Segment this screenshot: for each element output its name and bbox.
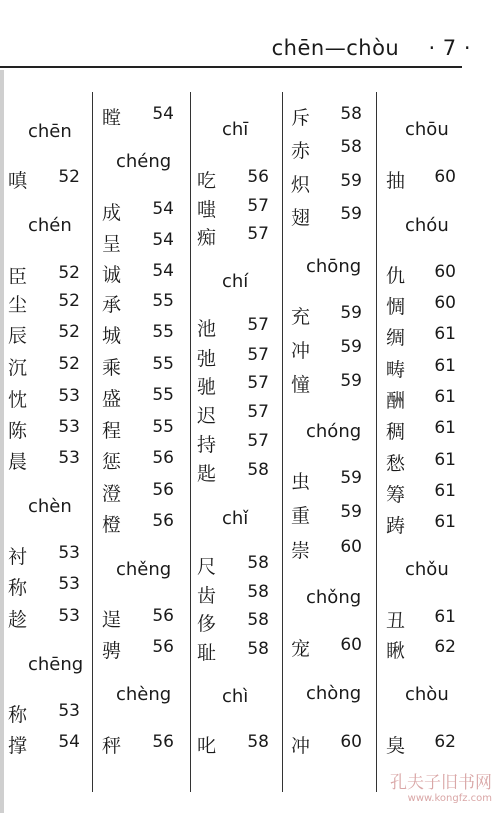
entry-character: 憧 — [291, 374, 311, 396]
entry-page-number: 58 — [247, 610, 269, 630]
entry-character: 冲 — [291, 735, 311, 757]
pinyin-heading: chōu — [405, 119, 449, 140]
pinyin-heading: chén — [28, 215, 72, 236]
entry-page-number: 54 — [152, 104, 174, 124]
entry-page-number: 58 — [247, 460, 269, 480]
entry-page-number: 55 — [152, 385, 174, 405]
entry-character: 逞 — [102, 609, 122, 631]
entry-character: 绸 — [386, 327, 406, 349]
entry-page-number: 59 — [340, 468, 362, 488]
entry-page-number: 52 — [58, 263, 80, 283]
pinyin-heading: chǒng — [306, 587, 362, 608]
entry-character: 惩 — [102, 451, 122, 473]
entry-page-number: 58 — [247, 553, 269, 573]
entry-character: 嗤 — [197, 199, 217, 221]
pinyin-heading: chěng — [116, 559, 172, 580]
entry-character: 瞠 — [102, 107, 122, 129]
entry-page-number: 54 — [152, 199, 174, 219]
entry-character: 驰 — [197, 376, 217, 398]
entry-character: 崇 — [291, 540, 311, 562]
entry-character: 持 — [197, 434, 217, 456]
entry-character: 充 — [291, 306, 311, 328]
page-number: · 7 · — [428, 36, 471, 60]
pinyin-heading: chèng — [116, 684, 172, 705]
entry-page-number: 56 — [152, 480, 174, 500]
pinyin-heading: chí — [222, 271, 249, 292]
entry-page-number: 55 — [152, 322, 174, 342]
entry-page-number: 60 — [434, 167, 456, 187]
entry-page-number: 54 — [58, 732, 80, 752]
entry-page-number: 53 — [58, 574, 80, 594]
entry-character: 稠 — [386, 421, 406, 443]
entry-character: 宠 — [291, 638, 311, 660]
entry-character: 诚 — [102, 264, 122, 286]
entry-character: 愁 — [386, 453, 406, 475]
entry-page-number: 57 — [247, 196, 269, 216]
entry-page-number: 61 — [434, 356, 456, 376]
entry-page-number: 57 — [247, 431, 269, 451]
entry-character: 重 — [291, 505, 311, 527]
entry-character: 称 — [8, 577, 28, 599]
entry-character: 趁 — [8, 609, 28, 631]
entry-character: 橙 — [102, 514, 122, 536]
entry-page-number: 52 — [58, 167, 80, 187]
entry-page-number: 52 — [58, 354, 80, 374]
entry-character: 陈 — [8, 420, 28, 442]
entry-character: 成 — [102, 202, 122, 224]
entry-page-number: 56 — [247, 167, 269, 187]
entry-page-number: 61 — [434, 450, 456, 470]
entry-page-number: 55 — [152, 354, 174, 374]
pinyin-heading: chōng — [306, 256, 362, 277]
entry-character: 炽 — [291, 174, 311, 196]
page-edge-shadow — [0, 70, 4, 813]
entry-character: 丑 — [386, 610, 406, 632]
entry-page-number: 56 — [152, 637, 174, 657]
entry-character: 翅 — [291, 207, 311, 229]
entry-page-number: 53 — [58, 606, 80, 626]
entry-page-number: 60 — [340, 635, 362, 655]
pinyin-heading: chèn — [28, 496, 72, 517]
watermark-logo-text: 孔夫子旧书网 — [390, 773, 492, 793]
entry-character: 撑 — [8, 735, 28, 757]
entry-page-number: 59 — [340, 171, 362, 191]
pinyin-heading: chóu — [405, 215, 449, 236]
entry-character: 嗔 — [8, 170, 28, 192]
entry-page-number: 56 — [152, 511, 174, 531]
entry-page-number: 53 — [58, 386, 80, 406]
entry-character: 斥 — [291, 107, 311, 129]
entry-page-number: 56 — [152, 606, 174, 626]
entry-character: 叱 — [197, 735, 217, 757]
entry-character: 抽 — [386, 170, 406, 192]
watermark — [368, 768, 492, 804]
entry-page-number: 61 — [434, 418, 456, 438]
entry-page-number: 60 — [434, 293, 456, 313]
entry-character: 晨 — [8, 451, 28, 473]
entry-character: 衬 — [8, 546, 28, 568]
entry-page-number: 56 — [152, 732, 174, 752]
entry-page-number: 55 — [152, 417, 174, 437]
entry-page-number: 59 — [340, 303, 362, 323]
entry-page-number: 54 — [152, 261, 174, 281]
entry-character: 侈 — [197, 613, 217, 635]
entry-character: 沉 — [8, 357, 28, 379]
entry-character: 辰 — [8, 325, 28, 347]
entry-page-number: 59 — [340, 337, 362, 357]
entry-character: 尺 — [197, 556, 217, 578]
entry-page-number: 52 — [58, 322, 80, 342]
column-divider — [376, 92, 377, 792]
pinyin-heading: chēng — [28, 654, 84, 675]
entry-character: 盛 — [102, 388, 122, 410]
entry-page-number: 52 — [58, 291, 80, 311]
pinyin-heading: chī — [222, 119, 249, 140]
entry-character: 澄 — [102, 483, 122, 505]
entry-character: 畴 — [386, 359, 406, 381]
entry-character: 忱 — [8, 389, 28, 411]
pinyin-heading: chòng — [306, 683, 362, 704]
entry-character: 乘 — [102, 357, 122, 379]
column-divider — [92, 92, 93, 792]
entry-character: 酬 — [386, 390, 406, 412]
entry-character: 承 — [102, 294, 122, 316]
header-rule — [0, 66, 462, 68]
entry-character: 齿 — [197, 585, 217, 607]
entry-page-number: 59 — [340, 204, 362, 224]
entry-character: 匙 — [197, 463, 217, 485]
entry-character: 虫 — [291, 471, 311, 493]
entry-page-number: 57 — [247, 373, 269, 393]
entry-character: 吃 — [197, 170, 217, 192]
pinyin-heading: chì — [222, 686, 249, 707]
watermark-url: www.kongfz.com — [407, 793, 492, 804]
entry-character: 仇 — [386, 265, 406, 287]
column-divider — [190, 92, 191, 792]
entry-character: 痴 — [197, 227, 217, 249]
entry-character: 秤 — [102, 735, 122, 757]
entry-page-number: 57 — [247, 224, 269, 244]
entry-page-number: 53 — [58, 701, 80, 721]
entry-page-number: 59 — [340, 502, 362, 522]
entry-page-number: 55 — [152, 291, 174, 311]
entry-page-number: 60 — [434, 262, 456, 282]
entry-character: 筹 — [386, 484, 406, 506]
entry-character: 骋 — [102, 640, 122, 662]
pinyin-heading: chǒu — [405, 559, 449, 580]
entry-page-number: 57 — [247, 345, 269, 365]
header-title: chēn—chòu — [271, 36, 400, 60]
entry-character: 耻 — [197, 642, 217, 664]
pinyin-heading: chóng — [306, 421, 362, 442]
entry-character: 程 — [102, 420, 122, 442]
entry-page-number: 60 — [340, 732, 362, 752]
entry-page-number: 53 — [58, 417, 80, 437]
entry-character: 称 — [8, 704, 28, 726]
entry-page-number: 53 — [58, 448, 80, 468]
entry-page-number: 60 — [340, 537, 362, 557]
entry-page-number: 61 — [434, 324, 456, 344]
entry-page-number: 56 — [152, 448, 174, 468]
entry-page-number: 61 — [434, 481, 456, 501]
entry-character: 踌 — [386, 515, 406, 537]
entry-character: 臣 — [8, 266, 28, 288]
page-header — [272, 36, 471, 60]
entry-page-number: 57 — [247, 315, 269, 335]
column-divider — [282, 92, 283, 792]
entry-page-number: 58 — [340, 137, 362, 157]
entry-page-number: 59 — [340, 371, 362, 391]
entry-page-number: 57 — [247, 402, 269, 422]
entry-page-number: 61 — [434, 607, 456, 627]
entry-character: 臭 — [386, 735, 406, 757]
entry-page-number: 58 — [247, 582, 269, 602]
entry-character: 尘 — [8, 294, 28, 316]
pinyin-heading: chǐ — [222, 508, 249, 529]
entry-character: 呈 — [102, 233, 122, 255]
entry-character: 弛 — [197, 348, 217, 370]
entry-page-number: 62 — [434, 637, 456, 657]
entry-page-number: 61 — [434, 387, 456, 407]
entry-page-number: 58 — [247, 639, 269, 659]
entry-page-number: 58 — [247, 732, 269, 752]
entry-character: 瞅 — [386, 640, 406, 662]
pinyin-heading: chéng — [116, 151, 172, 172]
entry-page-number: 62 — [434, 732, 456, 752]
entry-character: 迟 — [197, 405, 217, 427]
entry-character: 池 — [197, 318, 217, 340]
pinyin-heading: chòu — [405, 684, 449, 705]
entry-character: 赤 — [291, 140, 311, 162]
entry-page-number: 58 — [340, 104, 362, 124]
entry-character: 冲 — [291, 340, 311, 362]
entry-page-number: 54 — [152, 230, 174, 250]
entry-page-number: 53 — [58, 543, 80, 563]
entry-character: 城 — [102, 325, 122, 347]
pinyin-heading: chēn — [28, 121, 72, 142]
entry-page-number: 61 — [434, 512, 456, 532]
entry-character: 惆 — [386, 296, 406, 318]
